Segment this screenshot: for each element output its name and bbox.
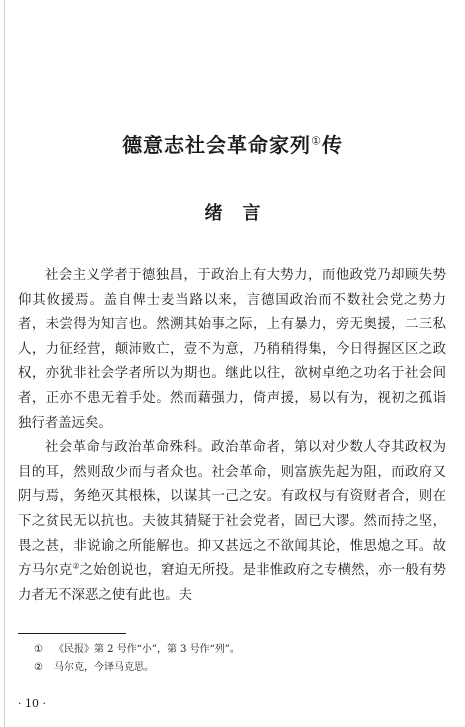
footnote-1-text: 《民报》第 2 号作“小”，第 3 号作“列”。 bbox=[54, 644, 240, 655]
footnote-1 bbox=[34, 641, 454, 659]
footnote-2-mark: ② bbox=[34, 662, 43, 673]
paragraph-2-text-before: 社会革命与政治革命殊科。政治革命者，第以对少数人夺其政权为目的耳，然则敌少而与者众也。社会革命，则富族先起为阻，而政府又阴与焉，务绝灭其根株，以谋其一己之安。有政权与有资财者合，则在下之贫民无以抗也。夫彼其猜疑于社会党者，固已大谬。然而持之坚，畏之甚，非说谕之所能解也。抑又甚远之不欲闻其论，惟思熄之耳。故方马尔克 bbox=[18, 440, 446, 579]
footnote-ref-2: ② bbox=[72, 561, 80, 571]
page-title bbox=[0, 129, 465, 158]
section-heading: 绪言 bbox=[204, 203, 281, 224]
footnote-divider bbox=[18, 633, 126, 634]
paragraph-2-text-after: 之始创说也，窘迫无所投。是非惟政府之专横然，亦一般有势力者无不深恶之使有此也。夫 bbox=[18, 563, 447, 603]
footnote-2-text: 马尔克，今译马克思。 bbox=[54, 662, 154, 673]
page-number: · 10 · bbox=[18, 697, 46, 710]
footnote-1-mark: ① bbox=[34, 644, 43, 655]
page-left-edge bbox=[4, 0, 5, 727]
title-text: 德意志社会革命家列 bbox=[122, 133, 312, 157]
footnotes bbox=[34, 641, 454, 677]
paragraph-2 bbox=[18, 436, 446, 608]
footnote-2 bbox=[34, 659, 454, 677]
body-text bbox=[18, 264, 446, 608]
paragraph-1-text: 社会主义学者于德独昌，于政治上有大势力，而他政党乃却顾失势仰其攸援焉。盖自俾士麦当路以来，言德国政治而不数社会党之势力者，未尝得为知言也。然溯其始事之际，上有暴力，旁无奥援，二三私人，力征经营，颠沛败亡，壹不为意，乃稍稍得集，今日得握区区之政权，亦犹非社会学者所以为期也。继此以往，欲树卓绝之功名于社会间者，正亦不患无着手处。然而藉强力，倚声援，易以有为，视初之孤诣独行者盖远矣。 bbox=[18, 268, 446, 431]
paragraph-1 bbox=[18, 264, 446, 436]
title-suffix: 传 bbox=[321, 133, 343, 157]
title-footnote-mark: ① bbox=[311, 134, 322, 148]
